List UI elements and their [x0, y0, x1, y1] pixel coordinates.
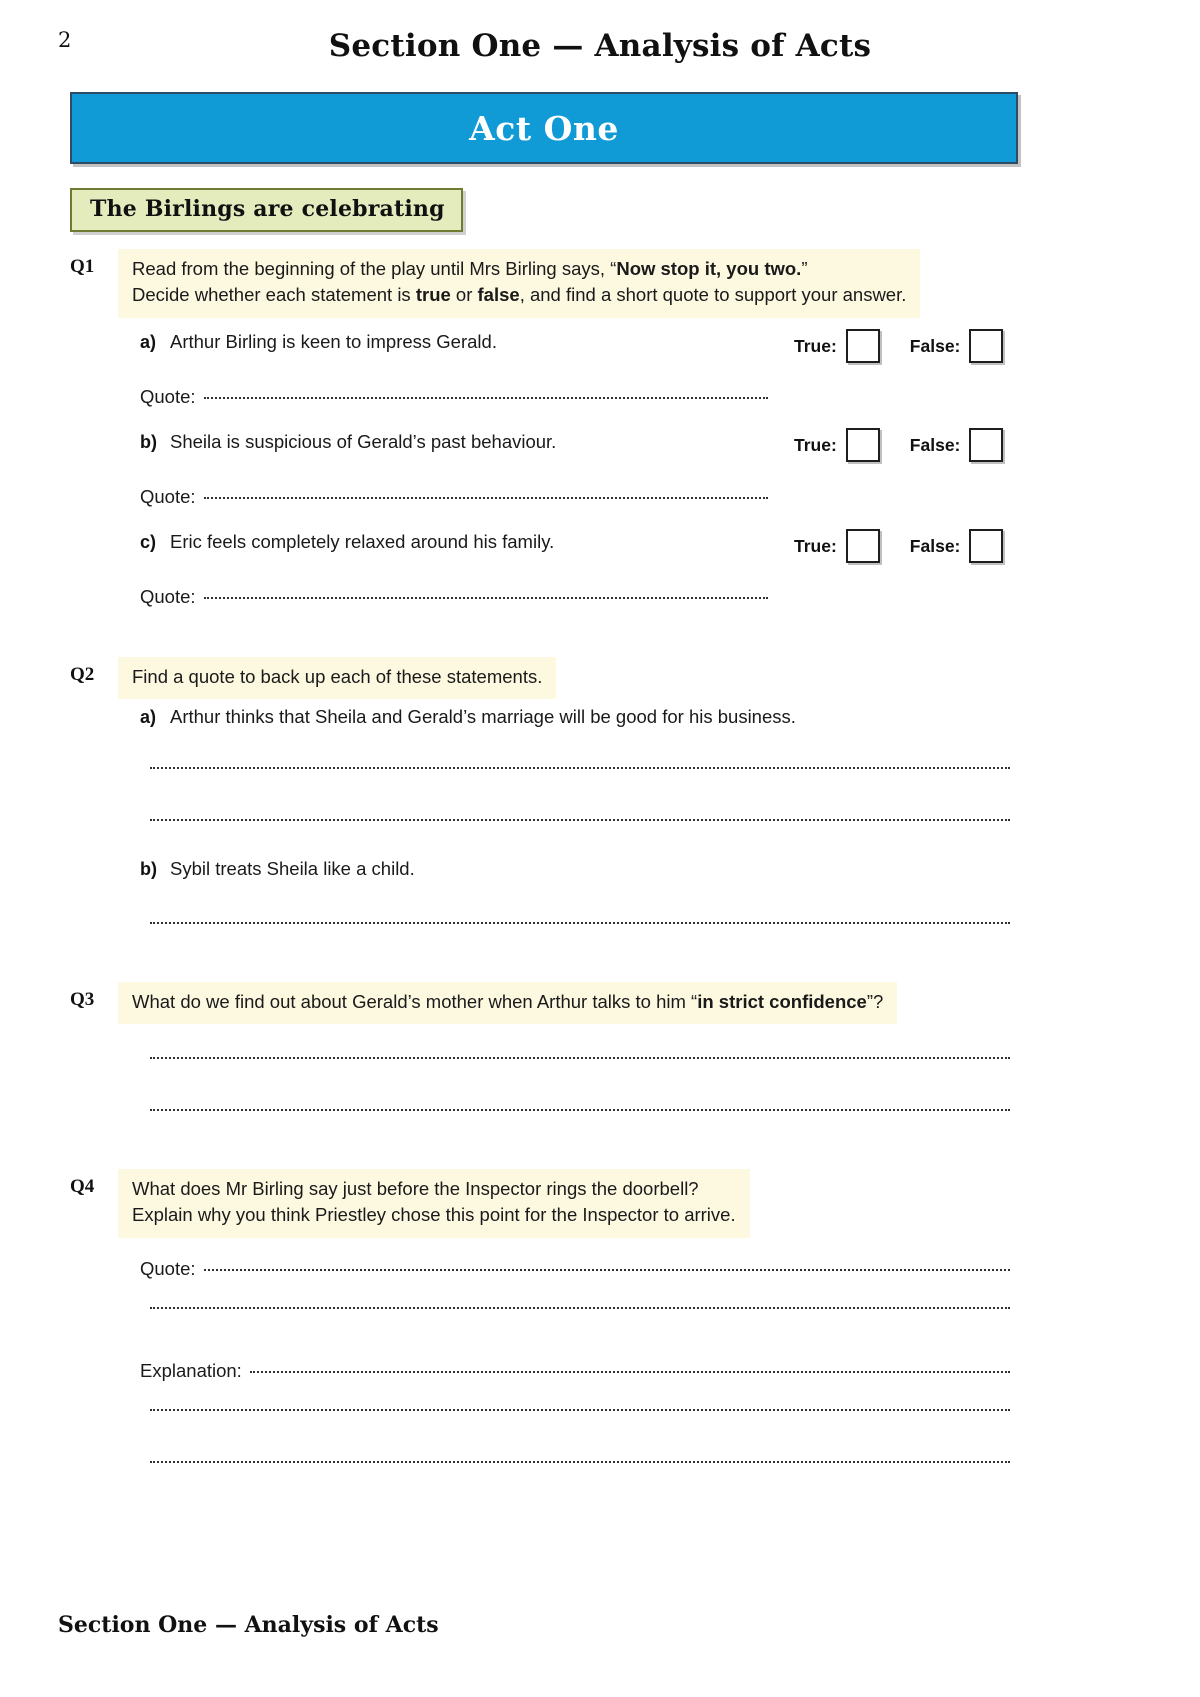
page-title: Section One — Analysis of Acts: [328, 28, 872, 64]
q1-item-c-true-checkbox[interactable]: [846, 529, 880, 563]
q1-item-c-false-checkbox[interactable]: [969, 529, 1003, 563]
q1-item-c-truefalse: [794, 529, 1003, 563]
q4-prompt-line2: Explain why you think Priestley chose this point for the Inspector to arrive.: [132, 1204, 736, 1226]
q1-item-a-truefalse: [794, 329, 1003, 363]
q1-item-a-true-checkbox[interactable]: [846, 329, 880, 363]
question-prompt-q2: Find a quote to back up each of these statements.: [118, 657, 556, 699]
q2-item-b-letter: b): [140, 859, 157, 879]
q2-item-a: [140, 706, 1020, 728]
q4-quote-line-1[interactable]: [140, 1258, 1010, 1280]
act-banner: [70, 92, 1018, 164]
q1-item-a-letter: a): [140, 332, 157, 352]
q3-prompt-bold: in strict confidence: [697, 991, 867, 1012]
dotted-write-line[interactable]: [150, 1460, 1010, 1463]
dotted-write-line[interactable]: [204, 596, 768, 599]
dotted-write-line[interactable]: [150, 1306, 1010, 1309]
question-q4: [70, 1169, 1130, 1238]
question-prompt-q1: [118, 249, 920, 318]
act-banner-title: Act One: [469, 108, 619, 148]
topic-box: [70, 188, 463, 232]
q1-prompt-line2-bold-false: false: [477, 284, 520, 306]
dotted-write-line[interactable]: [150, 1408, 1010, 1411]
q3-prompt-part1: What do we find out about Gerald’s mother when Arthur talks to him “: [132, 991, 698, 1012]
q3-line-1[interactable]: [150, 1060, 1010, 1063]
q1-item-a-false-label: False:: [909, 335, 961, 356]
q4-explanation-line-3[interactable]: [150, 1464, 1010, 1467]
q2-item-b: [140, 858, 1020, 880]
q2-item-b-line-1[interactable]: [150, 925, 1010, 928]
question-q1: [70, 249, 1130, 318]
q1-item-c-quote-line[interactable]: [140, 586, 768, 608]
q1-item-b-quote-line[interactable]: [140, 486, 768, 508]
dotted-write-line[interactable]: [150, 921, 1010, 924]
q4-explanation-label: Explanation:: [140, 1360, 242, 1381]
q2-item-b-text: Sybil treats Sheila like a child.: [170, 858, 415, 879]
footer-title: Section One — Analysis of Acts: [58, 1612, 439, 1638]
q4-prompt-line1: What does Mr Birling say just before the Inspector rings the doorbell?: [132, 1178, 699, 1199]
q1-item-c-text: Eric feels completely relaxed around his family.: [170, 531, 555, 552]
q1-prompt-line1-part1: Read from the beginning of the play until Mrs Birling says, “: [132, 258, 617, 279]
question-tag-q2: Q2: [70, 664, 95, 685]
q2-item-a-line-2[interactable]: [150, 822, 1010, 825]
dotted-write-line[interactable]: [150, 1108, 1010, 1111]
dotted-write-line[interactable]: [150, 766, 1010, 769]
q4-quote-line-2[interactable]: [150, 1310, 1010, 1313]
q1-prompt-line2-part2: or: [450, 284, 478, 306]
q1-item-a-quote-line[interactable]: [140, 386, 768, 408]
question-tag-q4: Q4: [70, 1176, 95, 1197]
q1-item-b-true-label: True:: [794, 434, 837, 455]
q1-prompt-line2-part1: Decide whether each statement is: [132, 284, 416, 306]
q1-prompt-line2-part3: , and find a short quote to support your answer.: [519, 284, 907, 306]
q1-item-a-quote-label: Quote:: [140, 386, 196, 407]
q4-explanation-line-2[interactable]: [150, 1412, 1010, 1415]
q1-item-b-false-label: False:: [909, 434, 961, 455]
q1-prompt-line1-part2: ”: [801, 258, 808, 279]
q1-item-a-true-label: True:: [794, 335, 837, 356]
q1-item-b-quote-label: Quote:: [140, 486, 196, 507]
q1-prompt-line1-bold: Now stop it, you two.: [616, 258, 802, 279]
q1-item-b: [140, 431, 760, 453]
q1-item-c-quote-label: Quote:: [140, 586, 196, 607]
q1-item-b-false-checkbox[interactable]: [969, 428, 1003, 462]
q1-item-c: [140, 531, 760, 553]
q3-prompt-part2: ”?: [866, 991, 884, 1012]
q1-item-c-letter: c): [140, 532, 157, 552]
dotted-write-line[interactable]: [150, 1056, 1010, 1059]
q1-item-b-letter: b): [140, 432, 157, 452]
question-tag-q3: Q3: [70, 989, 95, 1010]
q1-item-a-text: Arthur Birling is keen to impress Gerald.: [170, 331, 497, 352]
dotted-write-line[interactable]: [150, 818, 1010, 821]
question-q2: [70, 657, 1130, 699]
question-tag-q1: Q1: [70, 256, 95, 277]
q3-line-2[interactable]: [150, 1112, 1010, 1115]
q1-item-c-true-label: True:: [794, 535, 837, 556]
q1-item-b-true-checkbox[interactable]: [846, 428, 880, 462]
topic-box-label: The Birlings are celebrating: [90, 196, 445, 222]
dotted-write-line[interactable]: [250, 1370, 1010, 1373]
dotted-write-line[interactable]: [204, 396, 768, 399]
q4-quote-label: Quote:: [140, 1258, 196, 1279]
page-number: 2: [58, 28, 72, 52]
q1-item-b-truefalse: [794, 428, 1003, 462]
q1-item-c-false-label: False:: [909, 535, 961, 556]
question-prompt-q3: [118, 982, 897, 1024]
q1-item-a: [140, 331, 760, 353]
q4-explanation-line-1[interactable]: [140, 1360, 1010, 1382]
question-q3: [70, 982, 1130, 1024]
question-prompt-q4: [118, 1169, 750, 1238]
q1-item-a-false-checkbox[interactable]: [969, 329, 1003, 363]
q2-item-a-text: Arthur thinks that Sheila and Gerald’s marriage will be good for his business.: [170, 706, 796, 727]
q2-item-a-line-1[interactable]: [150, 770, 1010, 773]
q2-item-a-letter: a): [140, 707, 157, 727]
dotted-write-line[interactable]: [204, 496, 768, 499]
dotted-write-line[interactable]: [204, 1268, 1010, 1271]
q1-item-b-text: Sheila is suspicious of Gerald’s past behaviour.: [170, 431, 557, 452]
q1-prompt-line2-bold-true: true: [415, 284, 451, 306]
